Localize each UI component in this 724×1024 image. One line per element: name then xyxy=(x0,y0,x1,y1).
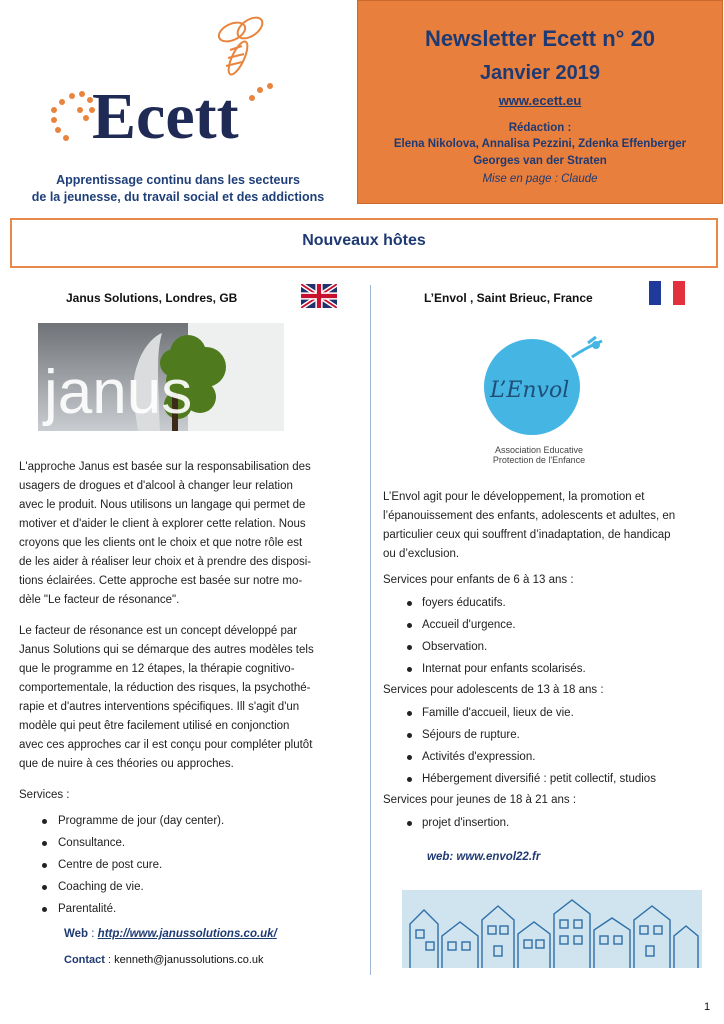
bullet-icon xyxy=(42,885,47,890)
bullet-icon xyxy=(407,711,412,716)
bullet-icon xyxy=(407,645,412,650)
bullet-icon xyxy=(42,863,47,868)
text-line: ou d’exclusion. xyxy=(383,548,460,560)
list-item: Programme de jour (day center). xyxy=(58,815,225,827)
list-item: Hébergement diversifié : petit collectif, studios xyxy=(422,773,656,785)
text-line: que de nuire à ces théories ou approches. xyxy=(19,758,234,770)
uk-flag-icon xyxy=(301,284,337,308)
layout-credit: Mise en page : Claude xyxy=(482,173,598,185)
envol-heading: L’Envol , Saint Brieuc, France xyxy=(424,291,593,305)
list-item: Activités d'expression. xyxy=(422,751,536,763)
bullet-icon xyxy=(42,841,47,846)
svg-text:janus: janus xyxy=(44,358,193,427)
janus-logo xyxy=(38,323,284,431)
text-line: modèle qui peut être facilement utilisé en conjonction xyxy=(19,720,290,732)
bullet-icon xyxy=(407,777,412,782)
list-item: Consultance. xyxy=(58,837,126,849)
text-line: usagers de drogues et d'alcool à changer leur relation xyxy=(19,480,293,492)
janus-contact-email[interactable]: kenneth@janussolutions.co.uk xyxy=(114,954,264,966)
text-line: motiver et d'aider le client à explorer cette relation. Nous xyxy=(19,518,306,530)
janus-web: Web : http://www.janussolutions.co.uk/ xyxy=(64,928,277,940)
bullet-icon xyxy=(407,821,412,826)
text-line: Le facteur de résonance est un concept développé par xyxy=(19,625,298,637)
envol-group-label: Services pour jeunes de 18 à 21 ans : xyxy=(383,794,577,806)
list-item: Centre de post cure. xyxy=(58,859,163,871)
text-line: rapie et d'autres interventions spécifiques. Ill s'agit d'un xyxy=(19,701,300,713)
envol-web-link[interactable]: web: www.envol22.fr xyxy=(427,851,541,863)
web-label: Web xyxy=(64,928,89,940)
svg-text:Ecett: Ecett xyxy=(92,80,239,153)
svg-text:Association Educative: Association Educative xyxy=(494,445,584,455)
issue-date: Janvier 2019 xyxy=(479,62,601,84)
bullet-icon xyxy=(407,755,412,760)
janus-paragraph-1 xyxy=(19,458,335,610)
envol-intro xyxy=(383,488,701,564)
bullet-icon xyxy=(407,733,412,738)
janus-contact: Contact : kenneth@janussolutions.co.uk xyxy=(64,954,264,966)
list-item: Parentalité. xyxy=(58,903,117,915)
text-line: dèle "Le facteur de résonance". xyxy=(19,594,180,606)
text-line: de les aider à réaliser leur choix et à prendre des disposi- xyxy=(19,556,312,568)
text-line: avec ces approches car il est conçu pour compléter plutôt xyxy=(19,739,313,751)
text-line: l’épanouissement des enfants, adolescents et adultes, en xyxy=(383,510,676,522)
svg-text:L’Envol: L’Envol xyxy=(490,378,570,403)
list-item: projet d'insertion. xyxy=(422,817,510,829)
newsletter-title: Newsletter Ecett n° 20 xyxy=(424,26,656,51)
redaction-label: Rédaction : xyxy=(508,122,572,134)
svg-text:Protection de l'Enfance: Protection de l'Enfance xyxy=(492,455,586,465)
tagline-line-2: de la jeunesse, du travail social et des addictions xyxy=(31,190,325,204)
bullet-icon xyxy=(407,667,412,672)
text-line: comportementale, la réduction des risques, la psychothé- xyxy=(19,682,311,694)
janus-paragraph-2 xyxy=(19,622,335,774)
ecett-logo xyxy=(40,10,330,170)
envol-group-label: Services pour adolescents de 13 à 18 ans : xyxy=(383,684,604,696)
column-divider xyxy=(370,285,371,975)
list-item: Famille d'accueil, lieux de vie. xyxy=(422,707,574,719)
text-line: croyons que les clients ont le choix et que notre rôle est xyxy=(19,537,303,549)
text-line: particulier ceux qui souffrent d’inadaptation, de handicap xyxy=(383,529,671,541)
text-line: Janus Solutions qui se démarque des autres modèles tels xyxy=(19,644,314,656)
list-item: Internat pour enfants scolarisés. xyxy=(422,663,586,675)
bullet-icon xyxy=(407,601,412,606)
bullet-icon xyxy=(407,623,412,628)
janus-heading: Janus Solutions, Londres, GB xyxy=(66,291,238,305)
bullet-icon xyxy=(42,907,47,912)
text-line: tions éclairées. Cette approche est basée sur notre mo- xyxy=(19,575,303,587)
tagline-line-1: Apprentissage continu dans les secteurs xyxy=(56,173,300,187)
website-link[interactable]: www.ecett.eu xyxy=(498,93,582,108)
text-line: avec le produit. Nous utilisons un langage qui permet de xyxy=(19,499,306,511)
text-line: L'approche Janus est basée sur la responsabilisation des xyxy=(19,461,311,473)
text-line: que le programme en 12 étapes, la thérapie cognitivo- xyxy=(19,663,295,675)
list-item: Séjours de rupture. xyxy=(422,729,520,741)
list-item: Observation. xyxy=(422,641,488,653)
list-item: foyers éducatifs. xyxy=(422,597,506,609)
page-number: 1 xyxy=(704,1001,711,1013)
envol-group-label: Services pour enfants de 6 à 13 ans : xyxy=(383,574,574,586)
janus-web-link[interactable]: http://www.janussolutions.co.uk/ xyxy=(97,928,277,940)
bullet-icon xyxy=(42,819,47,824)
text-line: L’Envol agit pour le développement, la promotion et xyxy=(383,491,645,503)
tagline xyxy=(18,172,338,206)
janus-services-label: Services : xyxy=(19,789,70,801)
houses-drawing xyxy=(402,890,702,968)
editors-line-1: Elena Nikolova, Annalisa Pezzini, Zdenka Effenberger xyxy=(393,138,687,150)
list-item: Coaching de vie. xyxy=(58,881,144,893)
envol-logo xyxy=(468,335,610,465)
editors-line-2: Georges van der Straten xyxy=(473,155,607,167)
list-item: Accueil d'urgence. xyxy=(422,619,516,631)
france-flag-icon xyxy=(648,281,686,305)
contact-label: Contact xyxy=(64,954,105,966)
section-title: Nouveaux hôtes xyxy=(302,232,426,249)
